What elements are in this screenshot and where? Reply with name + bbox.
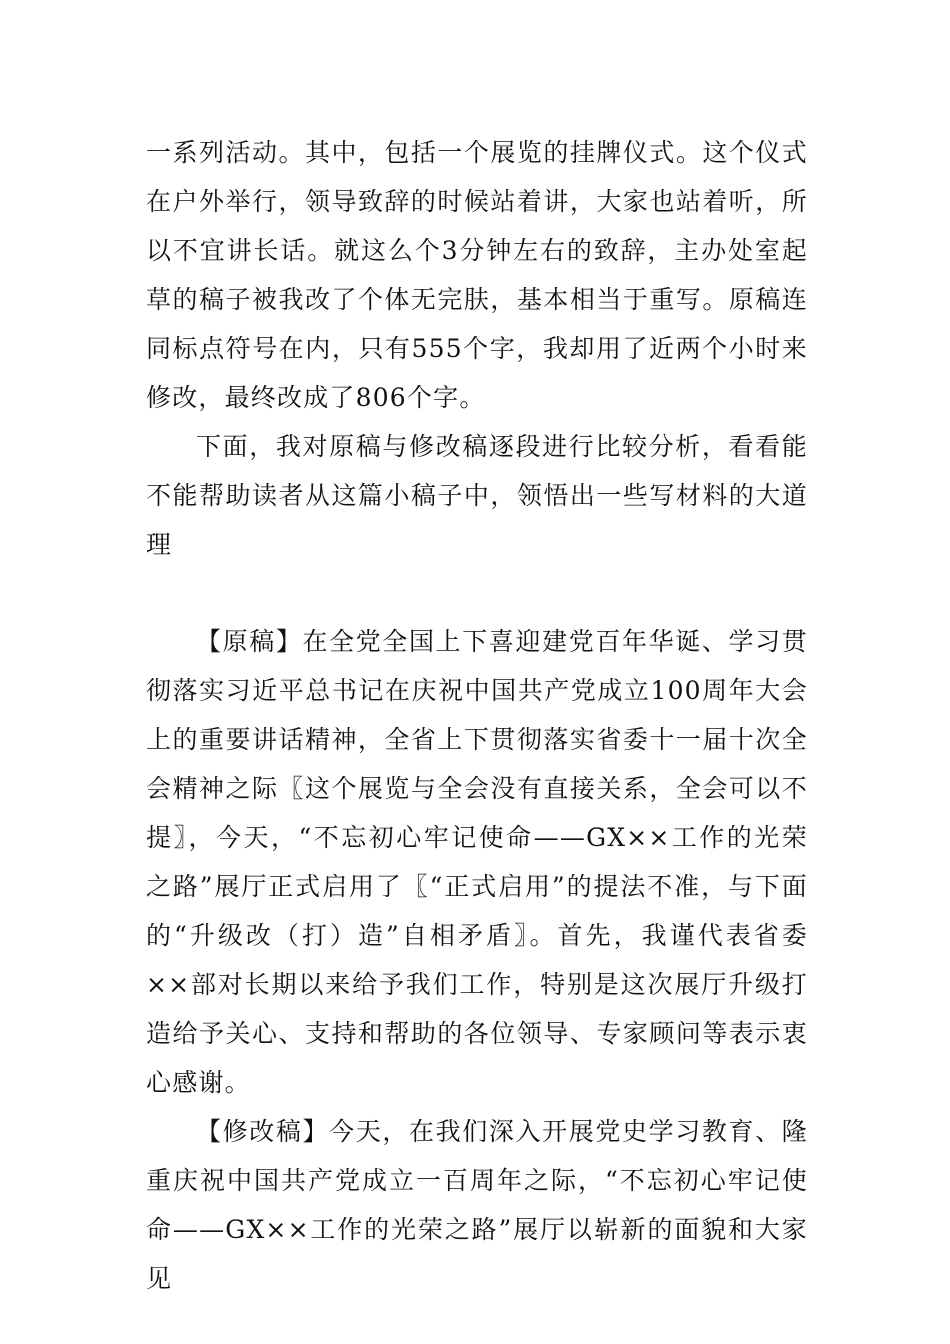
paragraph-revised-draft: 【修改稿】今天，在我们深入开展党史学习教育、隆重庆祝中国共产党成立一百周年之际，“不忘初心牢记使命——GX××工作的光荣之路”展厅以崭新的面貌和大家见 [146,1117,808,1293]
document-page [146,128,808,1303]
paragraph-gap [146,569,808,617]
paragraph-analysis: 下面，我对原稿与修改稿逐段进行比较分析，看看能不能帮助读者从这篇小稿子中，领悟出一些写材料的大道理 [146,432,808,559]
paragraph-original-draft: 【原稿】在全党全国上下喜迎建党百年华诞、学习贯彻落实习近平总书记在庆祝中国共产党成立100周年大会上的重要讲话精神，全省上下贯彻落实省委十一届十次全会精神之际〖这个展览与全会没有直接关系，全会可以不提〗，今天，“不忘初心牢记使命——GX××工作的光荣之路”展厅正式启用了〖“正式启用”的提法不准，与下面的“升级改（打）造”自相矛盾〗。首先，我谨代表省委××部对长期以来给予我们工作，特别是这次展厅升级打造给予关心、支持和帮助的各位领导、专家顾问等表示衷心感谢。 [146,627,808,1097]
paragraph-intro: 一系列活动。其中，包括一个展览的挂牌仪式。这个仪式在户外举行，领导致辞的时候站着讲，大家也站着听，所以不宜讲长话。就这么个3分钟左右的致辞，主办处室起草的稿子被我改了个体无完肤，基本相当于重写。原稿连同标点符号在内，只有555个字，我却用了近两个小时来修改，最终改成了806个字。 [146,138,808,412]
